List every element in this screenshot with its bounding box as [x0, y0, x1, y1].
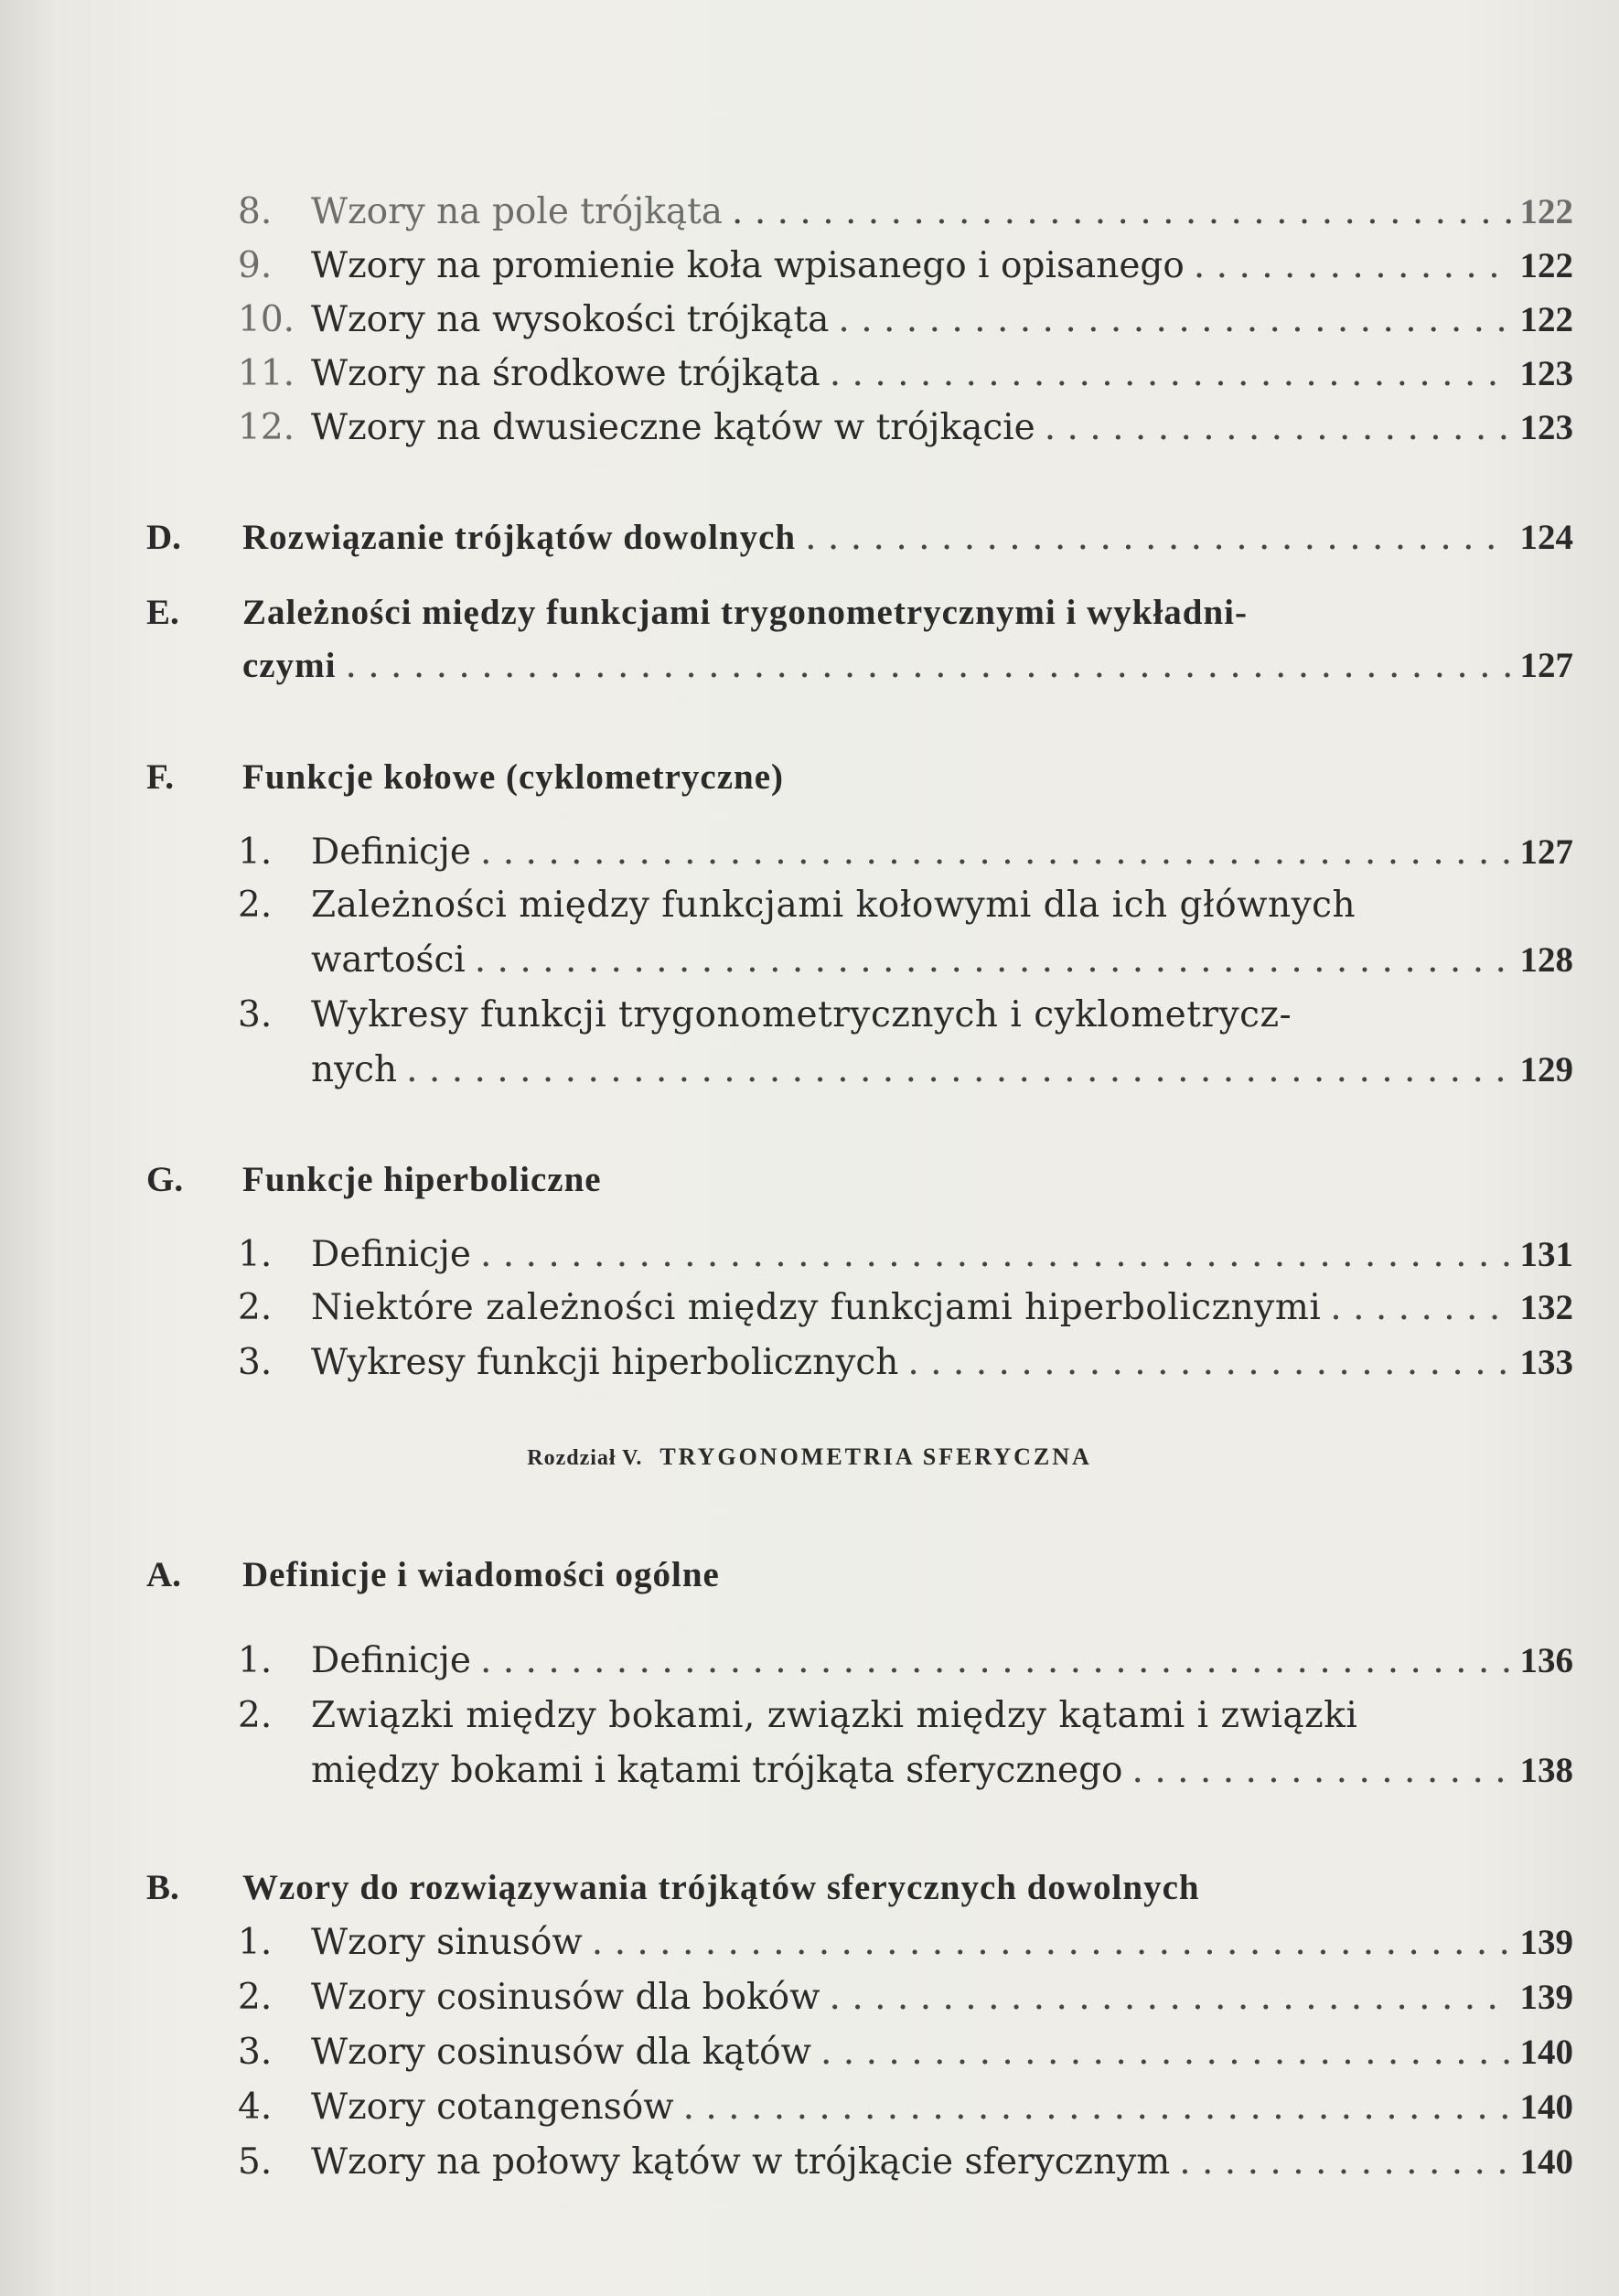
entry-title: Związki między bokami, związki między kątami i związki [311, 1695, 1358, 1736]
toc-entry [146, 1282, 1573, 1334]
entry-number: 9. [238, 245, 273, 286]
toc-entry [146, 1690, 1573, 1742]
entry-title: Wzory na wysokości trójkąta [311, 299, 830, 340]
entry-page: 136 [1519, 1641, 1573, 1680]
entry-page: 122 [1519, 300, 1573, 339]
entry-page: 133 [1519, 1343, 1573, 1382]
toc-section-b [146, 1862, 1573, 1914]
entry-page: 132 [1519, 1288, 1573, 1327]
entry-page: 128 [1519, 940, 1573, 980]
entry-number: 2. [238, 1695, 273, 1736]
toc-section-g [146, 1154, 1573, 1206]
toc-section-d [146, 512, 1573, 563]
toc-entry [146, 1337, 1573, 1389]
entry-page: 127 [1519, 646, 1573, 685]
toc-entry-cont [146, 1045, 1573, 1096]
entry-title-cont: wartości [311, 939, 466, 981]
toc-entry [146, 295, 1573, 346]
entry-page: 127 [1519, 832, 1573, 872]
entry-title: Wzory cosinusów dla kątów [311, 2032, 812, 2073]
toc-entry [146, 880, 1573, 931]
section-title: Rozwiązanie trójkątów dowolnych [242, 518, 797, 557]
entry-page: 122 [1519, 246, 1573, 285]
entry-page: 139 [1519, 1978, 1573, 2017]
entry-number: 8. [238, 191, 273, 232]
entry-number: 1. [238, 1234, 273, 1275]
toc-entry [146, 990, 1573, 1041]
chapter-heading [0, 1443, 1619, 1471]
section-title: Funkcje kołowe (cyklometryczne) [242, 757, 785, 797]
toc-entry [146, 1972, 1573, 2023]
entry-page: 122 [1519, 192, 1573, 231]
toc-entry [146, 349, 1573, 400]
entry-page: 140 [1519, 2087, 1573, 2127]
toc-entry [146, 2137, 1573, 2188]
entry-title: Zależności między funkcjami kołowymi dla ich głównych [311, 885, 1356, 926]
toc-entry [146, 402, 1573, 454]
entry-number: 2. [238, 1977, 273, 2018]
toc-section-a [146, 1550, 1573, 1601]
entry-number: 3. [238, 994, 273, 1035]
entry-title: Definicje [311, 831, 471, 873]
toc-entry [146, 2027, 1573, 2078]
entry-title: Niektóre zależności między funkcjami hiperbolicznymi [311, 1287, 1322, 1328]
section-label: F. [146, 757, 174, 797]
entry-page: 131 [1519, 1235, 1573, 1274]
entry-title: Wykresy funkcji trygonometrycznych i cyklometrycz- [311, 994, 1292, 1035]
entry-page: 129 [1519, 1050, 1573, 1089]
toc-section-e [146, 587, 1573, 638]
entry-page: 140 [1519, 2142, 1573, 2182]
entry-title: Wzory cosinusów dla boków [311, 1977, 820, 2018]
toc-entry [146, 187, 1573, 238]
entry-title: Definicje [311, 1640, 471, 1681]
entry-number: 4. [238, 2087, 273, 2128]
entry-number: 5. [238, 2141, 273, 2183]
entry-number: 11. [238, 353, 295, 394]
section-label: D. [146, 518, 181, 557]
entry-title: Wzory na pole trójkąta [311, 191, 724, 232]
entry-title-cont: nych [311, 1049, 398, 1090]
entry-number: 10. [238, 299, 295, 340]
entry-title: Wzory na dwusieczne kątów w trójkącie [311, 407, 1035, 448]
entry-title: Definicje [311, 1234, 471, 1275]
toc-entry [146, 241, 1573, 292]
section-title: Funkcje hiperboliczne [242, 1160, 602, 1199]
entry-number: 1. [238, 831, 273, 873]
section-label: G. [146, 1160, 184, 1199]
section-label: B. [146, 1868, 179, 1907]
section-title: Zależności między funkcjami trygonometrycznymi i wykładni- [242, 593, 1248, 632]
toc-entry [146, 827, 1573, 878]
section-label: A. [146, 1555, 181, 1594]
toc-section-e-cont [146, 640, 1573, 692]
toc-entry [146, 2082, 1573, 2133]
entry-number: 1. [238, 1922, 273, 1963]
entry-page: 124 [1519, 518, 1573, 557]
chapter-title: TRYGONOMETRIA SFERYCZNA [659, 1443, 1092, 1470]
entry-page: 123 [1519, 408, 1573, 447]
entry-title: Wykresy funkcji hiperbolicznych [311, 1342, 899, 1383]
entry-title: Wzory na połowy kątów w trójkącie sferycznym [311, 2141, 1171, 2183]
entry-number: 2. [238, 1287, 273, 1328]
entry-number: 3. [238, 1342, 273, 1383]
entry-page: 139 [1519, 1923, 1573, 1962]
entry-title: Wzory cotangensów [311, 2087, 674, 2128]
entry-number: 2. [238, 885, 273, 926]
toc-entry [146, 1229, 1573, 1281]
entry-title-cont: między bokami i kątami trójkąta sferycznego [311, 1750, 1123, 1791]
entry-page: 138 [1519, 1751, 1573, 1790]
section-title-cont: czymi [242, 646, 337, 685]
section-title: Definicje i wiadomości ogólne [242, 1555, 720, 1594]
entry-page: 123 [1519, 354, 1573, 393]
section-title: Wzory do rozwiązywania trójkątów sferycznych dowolnych [242, 1868, 1200, 1907]
entry-title: Wzory na środkowe trójkąta [311, 353, 820, 394]
entry-number: 1. [238, 1640, 273, 1681]
entry-page: 140 [1519, 2033, 1573, 2072]
entry-number: 12. [238, 407, 295, 448]
entry-title: Wzory na promienie koła wpisanego i opisanego [311, 245, 1185, 286]
toc-entry [146, 1636, 1573, 1687]
toc-entry-cont [146, 935, 1573, 986]
entry-title: Wzory sinusów [311, 1922, 583, 1963]
toc-section-f [146, 752, 1573, 803]
section-label: E. [146, 593, 179, 632]
toc-entry [146, 1917, 1573, 1969]
chapter-prefix: Rozdział V. [527, 1446, 643, 1470]
entry-number: 3. [238, 2032, 273, 2073]
toc-entry-cont [146, 1745, 1573, 1797]
